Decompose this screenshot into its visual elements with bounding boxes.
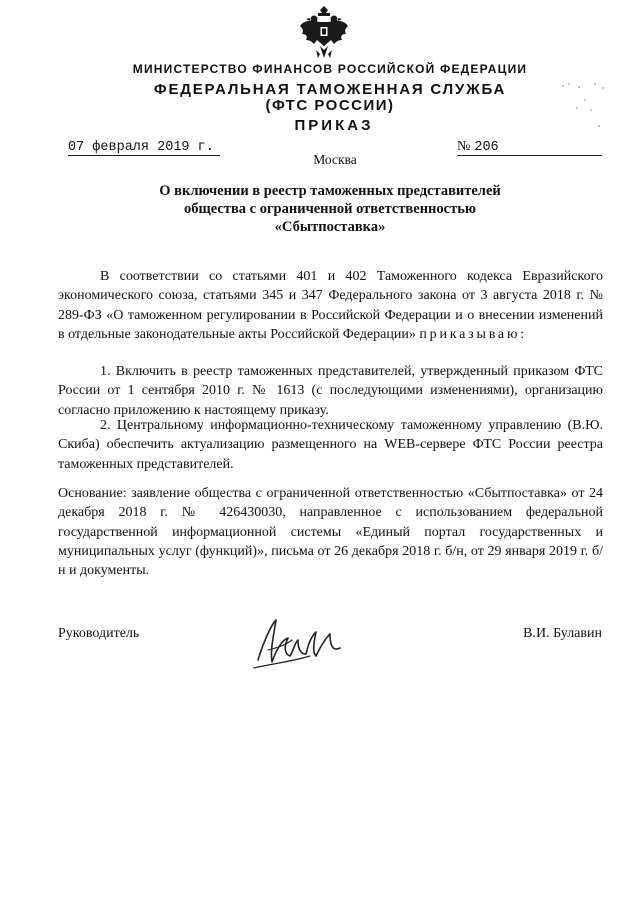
clause-2: 2. Центральному информационно-техническому таможенному управлению (В.Ю. Скиба) обеспечить актуализацию размещенного на WEB-сервере ФТС России реестра таможенных представителей. [58,418,603,472]
order-number: 206 [474,140,499,155]
coat-of-arms-emblem [298,6,350,62]
document-type: ПРИКАЗ [294,117,374,134]
clause-1: 1. Включить в реестр таможенных представителей, утвержденный приказом ФТС России от 1 сентября 2010 г. № 1613 (с последующими изменениями), организацию согласно приложению к настоящему приказу. [58,364,603,418]
preamble-paragraph [58,267,603,344]
title-line: О включении в реестр таможенных представителей [159,183,501,199]
scan-noise-marks [555,80,615,140]
document-title [60,182,600,236]
title-line: «Сбытпоставка» [274,219,386,235]
service-name: ФЕДЕРАЛЬНАЯ ТАМОЖЕННАЯ СЛУЖБА [153,81,507,98]
signatory-title: Руководитель [58,626,140,641]
service-abbreviation: (ФТС РОССИИ) [265,97,395,114]
title-line: общества с ограниченной ответственностью [184,201,476,217]
preamble-text: В соответствии со статьями 401 и 402 Таможенного кодекса Евразийского экономического союза, статьями 345 и 347 Федерального закона от 3 августа 2018 г. № 289-ФЗ «О таможенном регулировании в Российской Федерации и о внесении изменений в отдельные законодательные акты Российской Федерации» [58,269,603,342]
order-date: 07 февраля 2019 г. [68,140,214,155]
ministry-name: МИНИСТЕРСТВО ФИНАНСОВ РОССИЙСКОЙ ФЕДЕРАЦИИ [132,62,528,76]
number-sign: № [457,139,471,154]
issue-city: Москва [313,152,357,167]
command-word: приказываю: [419,326,527,342]
basis-paragraph: Основание: заявление общества с ограниченной ответственностью «Сбытпоставка» от 24 декабря 2018 г. № 426430030, направленное с использованием федеральной государственной информационной системы «Единый портал государственных и муниципальных услуг (функций)», письма от 26 декабря 2018 г. б/н, от 29 января 2019 г. б/н и документы. [58,486,603,579]
signatory-name: В.И. Булавин [523,626,602,641]
handwritten-signature [250,610,350,672]
